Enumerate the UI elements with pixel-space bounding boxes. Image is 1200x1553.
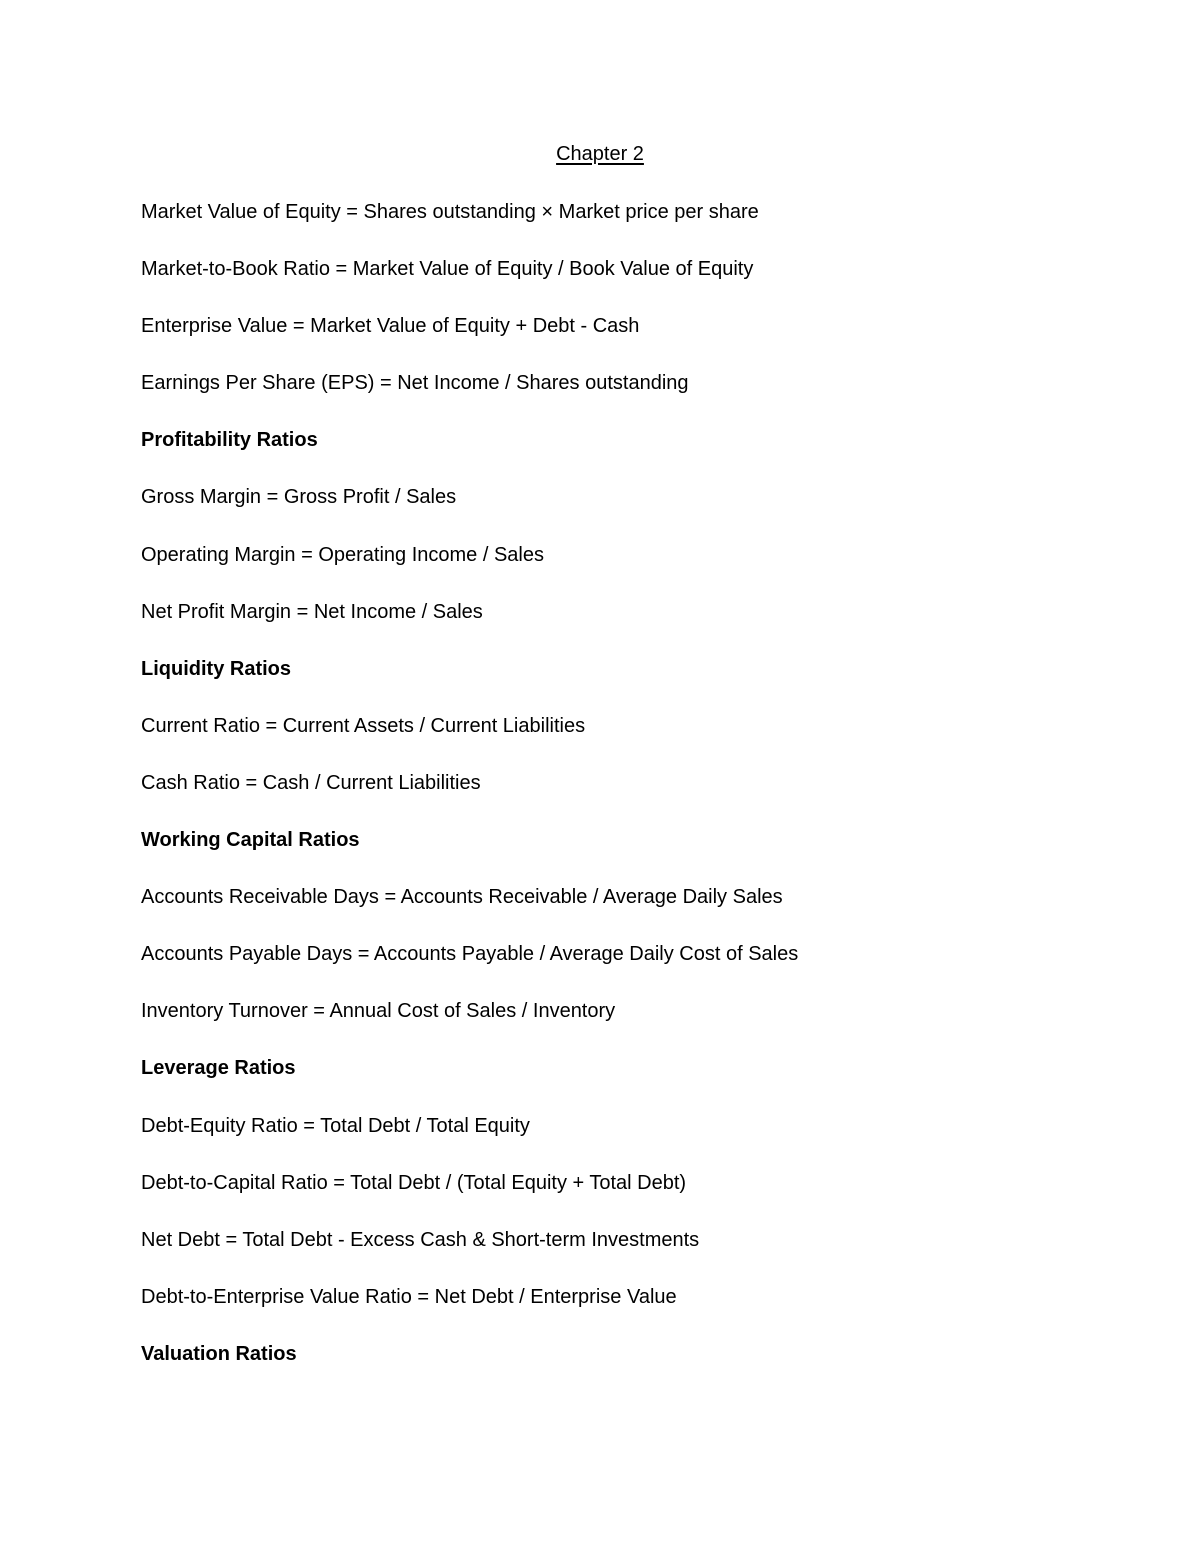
- formula-line: Net Debt = Total Debt - Excess Cash & Short-term Investments: [141, 1228, 700, 1251]
- formula-list: [141, 198, 1141, 1397]
- formula-line: Enterprise Value = Market Value of Equity + Debt - Cash: [141, 315, 640, 338]
- formula-line: Accounts Receivable Days = Accounts Receivable / Average Daily Sales: [141, 886, 783, 909]
- formula-line: Current Ratio = Current Assets / Current Liabilities: [141, 714, 586, 737]
- section-heading: Valuation Ratios: [141, 1342, 297, 1365]
- formula-line: Debt-to-Enterprise Value Ratio = Net Debt / Enterprise Value: [141, 1285, 677, 1308]
- section-heading: Profitability Ratios: [141, 429, 318, 452]
- formula-line: Inventory Turnover = Annual Cost of Sales / Inventory: [141, 1000, 616, 1023]
- formula-line: Market Value of Equity = Shares outstanding × Market price per share: [141, 201, 759, 223]
- formula-line: Market-to-Book Ratio = Market Value of Equity / Book Value of Equity: [141, 258, 754, 281]
- formula-line: Earnings Per Share (EPS) = Net Income / Shares outstanding: [141, 372, 689, 395]
- formula-line: Net Profit Margin = Net Income / Sales: [141, 600, 483, 623]
- section-heading: Working Capital Ratios: [141, 829, 360, 852]
- page-title: Chapter 2: [556, 143, 644, 165]
- formula-line: Accounts Payable Days = Accounts Payable / Average Daily Cost of Sales: [141, 943, 799, 966]
- section-heading: Liquidity Ratios: [141, 657, 291, 680]
- formula-line: Debt-to-Capital Ratio = Total Debt / (Total Equity + Total Debt): [141, 1171, 687, 1194]
- formula-line: Debt-Equity Ratio = Total Debt / Total Equity: [141, 1114, 530, 1137]
- formula-line: Cash Ratio = Cash / Current Liabilities: [141, 771, 481, 794]
- formula-line: Gross Margin = Gross Profit / Sales: [141, 486, 457, 509]
- section-heading: Leverage Ratios: [141, 1057, 296, 1080]
- formula-line: Operating Margin = Operating Income / Sales: [141, 543, 544, 566]
